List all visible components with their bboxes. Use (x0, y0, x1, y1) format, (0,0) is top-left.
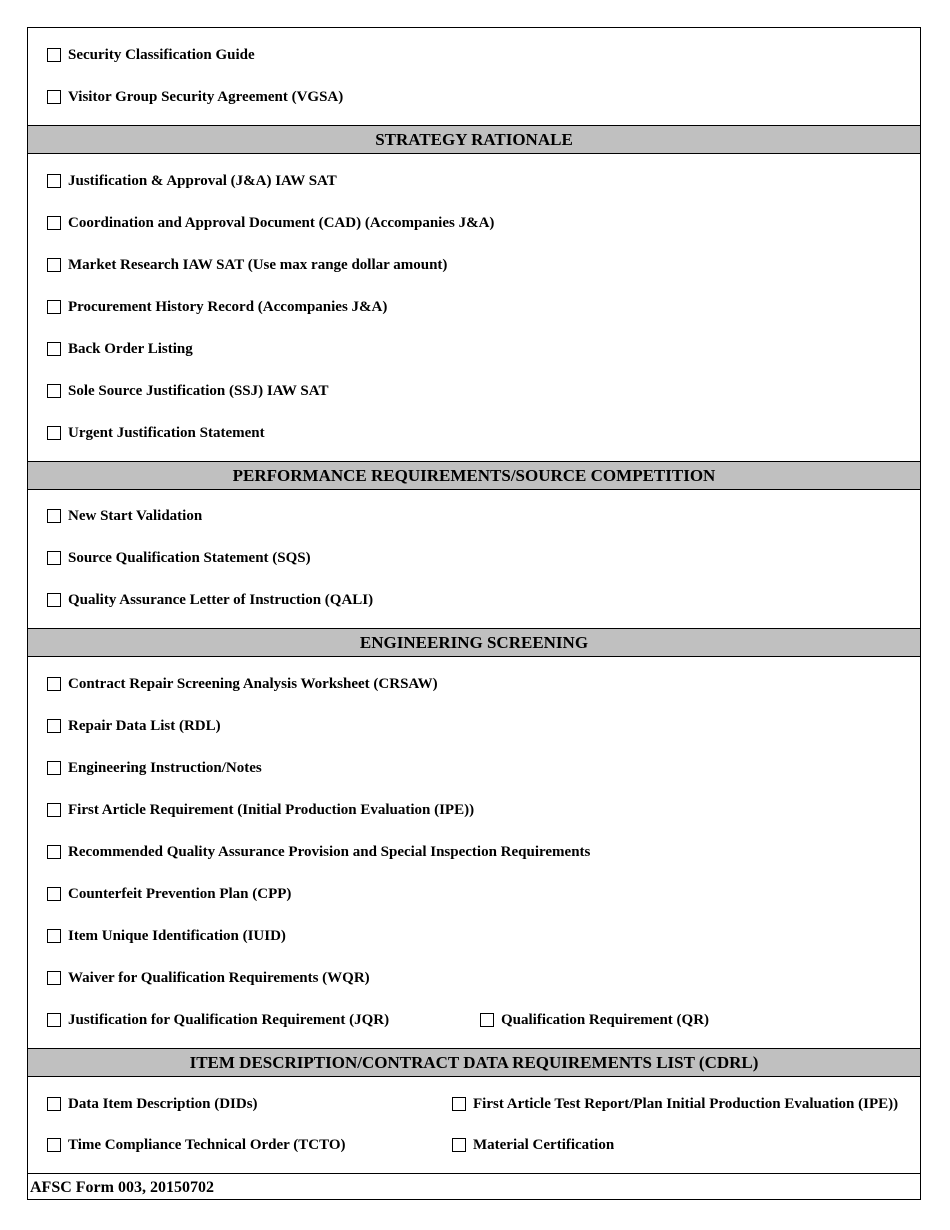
checkbox-item-sqs[interactable] (47, 547, 311, 569)
afsc-form-page (27, 27, 921, 1200)
checkbox-item-back-order[interactable] (47, 338, 193, 360)
section-header-engineering-screening: ENGINEERING SCREENING (28, 628, 920, 657)
checkbox-item-tcto[interactable] (47, 1134, 346, 1156)
checkbox-label: Material Certification (473, 1136, 615, 1153)
checkbox-item-engineering-instruction[interactable] (47, 757, 262, 779)
checkbox-label: Time Compliance Technical Order (TCTO) (68, 1136, 346, 1153)
checkbox-item-market-research[interactable] (47, 254, 447, 276)
checkbox[interactable] (47, 216, 61, 230)
checkbox-label: Recommended Quality Assurance Provision and Special Inspection Requirements (68, 843, 591, 860)
checkbox-item-material-certification[interactable] (452, 1134, 614, 1156)
checkbox[interactable] (47, 1097, 61, 1111)
checkbox[interactable] (452, 1138, 466, 1152)
checkbox-item-new-start[interactable] (47, 505, 202, 527)
checkbox-label: Justification & Approval (J&A) IAW SAT (68, 172, 337, 189)
form-footer (28, 1173, 920, 1200)
checkbox[interactable] (47, 971, 61, 985)
checkbox-item-wqr[interactable] (47, 967, 370, 989)
checkbox-item-ssj[interactable] (47, 380, 328, 402)
checkbox-label: Engineering Instruction/Notes (68, 759, 262, 776)
checkbox-item-vgsa[interactable] (47, 86, 343, 108)
checkbox[interactable] (47, 719, 61, 733)
checkbox-label: Waiver for Qualification Requirements (WQR) (68, 969, 370, 986)
checkbox-label: Market Research IAW SAT (Use max range dollar amount) (68, 256, 448, 273)
checkbox[interactable] (47, 593, 61, 607)
checkbox-label: Contract Repair Screening Analysis Worksheet (CRSAW) (68, 675, 438, 692)
checkbox-item-jqr[interactable] (47, 1009, 389, 1031)
checkbox-item-crsaw[interactable] (47, 673, 438, 695)
checkbox-label: First Article Requirement (Initial Production Evaluation (IPE)) (68, 801, 475, 818)
checkbox-item-dids[interactable] (47, 1093, 258, 1115)
checkbox-item-qr[interactable] (480, 1009, 709, 1031)
checkbox-item-first-article-requirement[interactable] (47, 799, 474, 821)
checkbox[interactable] (47, 426, 61, 440)
checkbox[interactable] (47, 887, 61, 901)
checkbox-label: Procurement History Record (Accompanies J&A) (68, 298, 388, 315)
checkbox[interactable] (480, 1013, 494, 1027)
checkbox-item-qali[interactable] (47, 589, 373, 611)
checkbox-item-ja[interactable] (47, 170, 337, 192)
checkbox-label: Source Qualification Statement (SQS) (68, 549, 311, 566)
checkbox-item-cad[interactable] (47, 212, 494, 234)
checkbox-item-procurement-history[interactable] (47, 296, 387, 318)
checkbox-label: Coordination and Approval Document (CAD) (Accompanies J&A) (68, 214, 495, 231)
checkbox[interactable] (47, 677, 61, 691)
checkbox-label: New Start Validation (68, 507, 203, 524)
checkbox-item-cpp[interactable] (47, 883, 291, 905)
checkbox[interactable] (47, 845, 61, 859)
checkbox[interactable] (47, 384, 61, 398)
section-header-performance-requirements: PERFORMANCE REQUIREMENTS/SOURCE COMPETITION (28, 461, 920, 490)
checkbox-label: Quality Assurance Letter of Instruction (QALI) (68, 591, 374, 608)
checkbox-label: Data Item Description (DIDs) (68, 1095, 258, 1112)
section-header-item-description-cdrl: ITEM DESCRIPTION/CONTRACT DATA REQUIREMENTS LIST (CDRL) (28, 1048, 920, 1077)
checkbox[interactable] (47, 761, 61, 775)
checkbox-label: Qualification Requirement (QR) (501, 1011, 710, 1028)
checkbox-item-urgent-justification[interactable] (47, 422, 265, 444)
checkbox[interactable] (47, 48, 61, 62)
checkbox[interactable] (47, 929, 61, 943)
checkbox-item-quality-assurance-provision[interactable] (47, 841, 590, 863)
checkbox-item-rdl[interactable] (47, 715, 221, 737)
checkbox-label: Urgent Justification Statement (68, 424, 265, 441)
checkbox[interactable] (47, 258, 61, 272)
checkbox[interactable] (47, 174, 61, 188)
checkbox-label: Security Classification Guide (68, 46, 255, 63)
checkbox-label: Item Unique Identification (IUID) (68, 927, 286, 944)
checkbox-label: Justification for Qualification Requirement (JQR) (68, 1011, 390, 1028)
checkbox[interactable] (47, 300, 61, 314)
checkbox[interactable] (47, 90, 61, 104)
checkbox-label: Back Order Listing (68, 340, 193, 357)
checkbox[interactable] (47, 1138, 61, 1152)
checkbox[interactable] (47, 342, 61, 356)
checkbox-label: First Article Test Report/Plan Initial Production Evaluation (IPE)) (473, 1095, 899, 1112)
checkbox-item-security-classification-guide[interactable] (47, 44, 255, 66)
section-header-strategy-rationale: STRATEGY RATIONALE (28, 125, 920, 154)
checkbox-label: Visitor Group Security Agreement (VGSA) (68, 88, 344, 105)
checkbox[interactable] (47, 803, 61, 817)
checkbox[interactable] (47, 509, 61, 523)
checkbox[interactable] (47, 1013, 61, 1027)
checkbox[interactable] (47, 551, 61, 565)
form-id: AFSC Form 003, 20150702 (30, 1179, 214, 1196)
checkbox-label: Sole Source Justification (SSJ) IAW SAT (68, 382, 329, 399)
checkbox-item-first-article-test-report[interactable] (452, 1093, 898, 1115)
checkbox-label: Counterfeit Prevention Plan (CPP) (68, 885, 292, 902)
checkbox-item-iuid[interactable] (47, 925, 286, 947)
checkbox[interactable] (452, 1097, 466, 1111)
checkbox-label: Repair Data List (RDL) (68, 717, 221, 734)
